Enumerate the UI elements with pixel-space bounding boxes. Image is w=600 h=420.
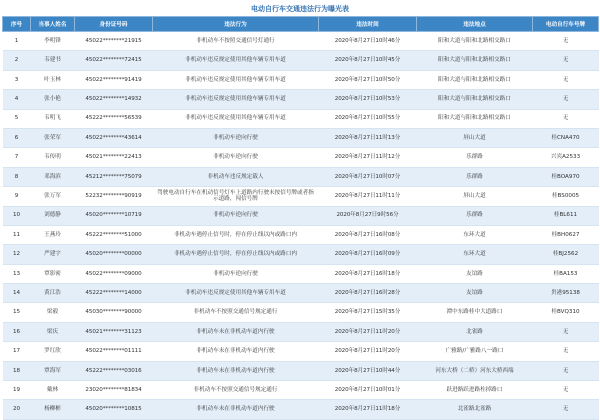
cell-violation: 非机动车不按照交通信号规定通行: [153, 303, 319, 322]
cell-id: 45020********00000: [75, 245, 153, 264]
cell-plate: 桂BH0627: [533, 225, 599, 244]
cell-time: 2020年8月27日9时56分: [319, 206, 417, 225]
cell-time: 2020年8月27日16时28分: [319, 284, 417, 303]
table-row: [3, 32, 599, 51]
cell-no: 8: [3, 167, 31, 186]
cell-id: 45222********51000: [75, 225, 153, 244]
table-row: [3, 264, 599, 283]
cell-name: 王燕玲: [31, 225, 75, 244]
cell-place: 乐群路: [417, 167, 533, 186]
cell-time: 2020年8月27日10时53分: [319, 90, 417, 109]
cell-place: 阳和大道与阳和北路相交路口: [417, 109, 533, 128]
cell-plate: 桂BL611: [533, 206, 599, 225]
header-no: 序号: [3, 17, 31, 32]
header-name: 当事人姓名: [31, 17, 75, 32]
cell-id: 45020********10815: [75, 400, 153, 419]
cell-plate: 无: [533, 381, 599, 400]
cell-name: 韦明飞: [31, 109, 75, 128]
cell-id: 45222********56539: [75, 109, 153, 128]
cell-violation: 非机动车未在非机动车道内行驶: [153, 400, 319, 419]
cell-violation: 非机动车未在非机动车道内行驶: [153, 322, 319, 341]
cell-id: 45022********09000: [75, 264, 153, 283]
cell-violation: 非机动车遇停止信号时，停在停止线以内或路口内: [153, 245, 319, 264]
cell-name: 张荣军: [31, 128, 75, 147]
cell-violation: 非机动车违反规定使用其他车辆专用车道: [153, 90, 319, 109]
cell-place: 北雀路: [417, 322, 533, 341]
cell-plate: 桂CNA470: [533, 128, 599, 147]
cell-violation: 非机动车违反规定载人: [153, 167, 319, 186]
cell-name: 黄江浩: [31, 284, 75, 303]
cell-place: 跃进路跃进路柱掉路口: [417, 381, 533, 400]
cell-id: 45022********72415: [75, 51, 153, 70]
cell-time: 2020年8月27日15时35分: [319, 303, 417, 322]
violation-table: [2, 16, 599, 420]
cell-violation: 非机动车违反规定使用其他车辆专用车道: [153, 284, 319, 303]
cell-no: 5: [3, 109, 31, 128]
cell-violation: 非机动车不按照交通信号灯通行: [153, 32, 319, 51]
cell-time: 2020年8月27日11时13分: [319, 128, 417, 147]
cell-no: 20: [3, 400, 31, 419]
cell-time: 2020年8月27日10时44分: [319, 361, 417, 380]
table-row: [3, 361, 599, 380]
cell-violation: 非机动车未在非机动车道内行驶: [153, 361, 319, 380]
cell-no: 1: [3, 32, 31, 51]
cell-id: 45222********03016: [75, 361, 153, 380]
cell-time: 2020年8月27日11时20分: [319, 322, 417, 341]
cell-place: 河东大桥（二桥）河东大桥西端: [417, 361, 533, 380]
table-row: [3, 381, 599, 400]
cell-time: 2020年8月27日11时18分: [319, 400, 417, 419]
cell-plate: 兴宾A2533: [533, 148, 599, 167]
cell-id: 52232********90919: [75, 187, 153, 206]
cell-place: 乐群路: [417, 148, 533, 167]
cell-violation: 非机动车逆向行驶: [153, 128, 319, 147]
cell-plate: 无: [533, 109, 599, 128]
cell-plate: 无: [533, 400, 599, 419]
cell-name: 严建宇: [31, 245, 75, 264]
cell-name: 李明锋: [31, 32, 75, 51]
cell-name: 张小艳: [31, 90, 75, 109]
cell-violation: 非机动车遇停止信号时，停在停止线以内或路口内: [153, 225, 319, 244]
cell-violation: 非机动车不按照交通信号规定通行: [153, 381, 319, 400]
cell-plate: 桂BOA970: [533, 167, 599, 186]
cell-plate: 贵港95138: [533, 284, 599, 303]
cell-no: 16: [3, 322, 31, 341]
cell-time: 2020年8月27日16时08分: [319, 225, 417, 244]
cell-plate: 无: [533, 361, 599, 380]
cell-violation: 非机动车违反规定使用其他车辆专用车道: [153, 70, 319, 89]
header-id: 身份证号码: [75, 17, 153, 32]
cell-id: 45022********91419: [75, 70, 153, 89]
cell-plate: 无: [533, 322, 599, 341]
cell-id: 45022********01111: [75, 342, 153, 361]
cell-violation: 非机动车逆向行驶: [153, 206, 319, 225]
cell-time: 2020年8月27日16时18分: [319, 264, 417, 283]
cell-violation: 驾驶电动自行车在机动信号灯车上道路内行驶未按信号牌或者指示道路，闯信号牌: [153, 187, 319, 206]
cell-no: 6: [3, 128, 31, 147]
cell-no: 12: [3, 245, 31, 264]
cell-plate: 桂BJ2562: [533, 245, 599, 264]
cell-id: 45022********14932: [75, 90, 153, 109]
cell-plate: 无: [533, 342, 599, 361]
cell-name: 梁毅: [31, 303, 75, 322]
cell-place: 阳和大道与阳和北路相交路口: [417, 51, 533, 70]
cell-time: 2020年8月27日10时07分: [319, 167, 417, 186]
table-row: [3, 128, 599, 147]
cell-name: 戴林: [31, 381, 75, 400]
cell-time: 2020年8月27日10时50分: [319, 70, 417, 89]
table-row: [3, 225, 599, 244]
cell-time: 2020年8月27日16时09分: [319, 245, 417, 264]
header-violation: 违法行为: [153, 17, 319, 32]
table-row: [3, 148, 599, 167]
cell-time: 2020年8月27日11时11分: [319, 187, 417, 206]
cell-plate: 桂BA153: [533, 264, 599, 283]
cell-name: 梁庆: [31, 322, 75, 341]
table-row: [3, 51, 599, 70]
cell-violation: 非机动车违反规定使用其他车辆专用车道: [153, 109, 319, 128]
cell-name: 邓海滨: [31, 167, 75, 186]
cell-name: 张万军: [31, 187, 75, 206]
header-plate: 电动自行车号牌: [533, 17, 599, 32]
cell-plate: 无: [533, 70, 599, 89]
cell-name: 覃影密: [31, 264, 75, 283]
cell-plate: 无: [533, 51, 599, 70]
cell-place: 屏山大道: [417, 187, 533, 206]
cell-id: 45022********21915: [75, 32, 153, 51]
cell-plate: 桂BVQ310: [533, 303, 599, 322]
table-row: [3, 70, 599, 89]
cell-id: 45020********10719: [75, 206, 153, 225]
cell-id: 45212********75079: [75, 167, 153, 186]
table-row: [3, 167, 599, 186]
cell-place: 东环大道: [417, 225, 533, 244]
cell-no: 19: [3, 381, 31, 400]
table-row: [3, 322, 599, 341]
cell-id: 45021********22413: [75, 148, 153, 167]
cell-violation: 非机动车违反规定使用其他车辆专用车道: [153, 51, 319, 70]
cell-plate: 桂BS0005: [533, 187, 599, 206]
cell-no: 13: [3, 264, 31, 283]
cell-place: 北雀路北雀路: [417, 400, 533, 419]
cell-place: 屏山大道: [417, 128, 533, 147]
table-row: [3, 206, 599, 225]
cell-name: 杨柳彬: [31, 400, 75, 419]
cell-time: 2020年8月27日11时12分: [319, 148, 417, 167]
cell-id: 45222********14000: [75, 284, 153, 303]
cell-no: 7: [3, 148, 31, 167]
cell-no: 14: [3, 284, 31, 303]
header-time: 违法时间: [319, 17, 417, 32]
cell-time: 2020年8月27日11时20分: [319, 342, 417, 361]
cell-name: 叶玉林: [31, 70, 75, 89]
cell-plate: 无: [533, 90, 599, 109]
cell-no: 18: [3, 361, 31, 380]
cell-place: 广雅路/广雅路八一路口: [417, 342, 533, 361]
cell-place: 友谊路: [417, 264, 533, 283]
table-row: [3, 342, 599, 361]
table-row: [3, 187, 599, 206]
cell-time: 2020年8月27日10时55分: [319, 109, 417, 128]
cell-violation: 非机动车逆向行驶: [153, 264, 319, 283]
cell-violation: 非机动车逆向行驶: [153, 148, 319, 167]
cell-name: 覃海军: [31, 361, 75, 380]
cell-no: 17: [3, 342, 31, 361]
table-row: [3, 90, 599, 109]
cell-no: 11: [3, 225, 31, 244]
cell-place: 阳和大道与阳和北路相交路口: [417, 70, 533, 89]
table-header-row: [3, 17, 599, 32]
table-body: [3, 32, 599, 420]
cell-no: 4: [3, 90, 31, 109]
cell-no: 2: [3, 51, 31, 70]
table-row: [3, 303, 599, 322]
cell-name: 韦传明: [31, 148, 75, 167]
cell-time: 2020年8月27日10时01分: [319, 381, 417, 400]
cell-id: 23020********81834: [75, 381, 153, 400]
cell-name: 韦建书: [31, 51, 75, 70]
cell-no: 10: [3, 206, 31, 225]
cell-time: 2020年8月27日10时46分: [319, 32, 417, 51]
header-place: 违法地点: [417, 17, 533, 32]
cell-id: 45021********31123: [75, 322, 153, 341]
cell-time: 2020年8月27日10时45分: [319, 51, 417, 70]
cell-no: 9: [3, 187, 31, 206]
cell-id: 45022********43614: [75, 128, 153, 147]
cell-place: 潭中东路桂中大道路口: [417, 303, 533, 322]
cell-place: 乐群路: [417, 206, 533, 225]
cell-place: 阳和大道与阳和北路相交路口: [417, 90, 533, 109]
cell-place: 友谊路: [417, 284, 533, 303]
table-row: [3, 284, 599, 303]
cell-name: 刘德静: [31, 206, 75, 225]
cell-id: 45030********90000: [75, 303, 153, 322]
cell-place: 东环大道: [417, 245, 533, 264]
page-title: 电动自行车交通违法行为曝光表: [251, 5, 349, 13]
cell-violation: 非机动车未在非机动车道内行驶: [153, 342, 319, 361]
table-row: [3, 245, 599, 264]
cell-plate: 无: [533, 32, 599, 51]
table-row: [3, 109, 599, 128]
cell-place: 阳和大道与阳和北路相交路口: [417, 32, 533, 51]
cell-no: 15: [3, 303, 31, 322]
cell-name: 罗红欣: [31, 342, 75, 361]
cell-no: 3: [3, 70, 31, 89]
